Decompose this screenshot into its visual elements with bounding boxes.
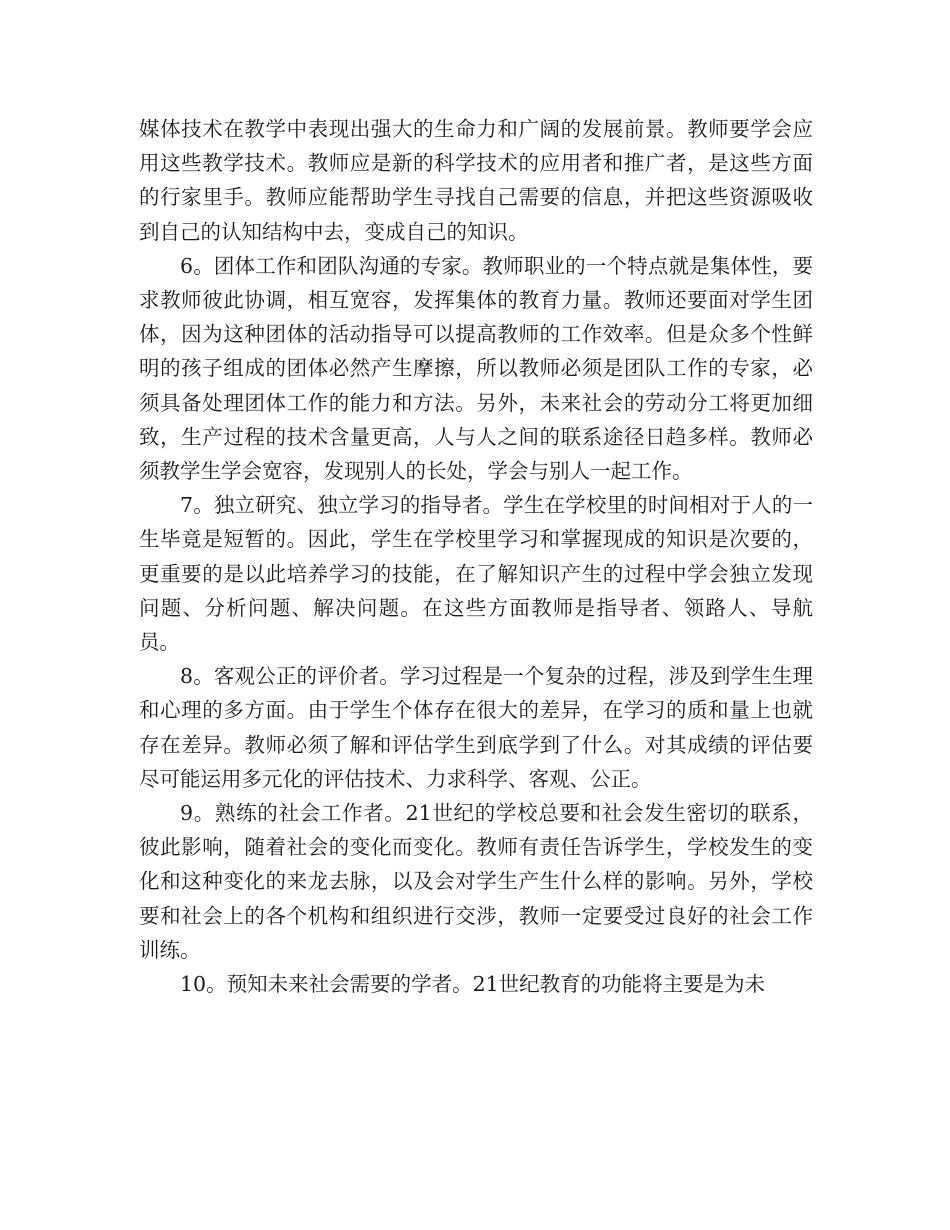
paragraph-continuation: 媒体技术在教学中表现出强大的生命力和广阔的发展前景。教师要学会应用这些教学技术。教师应是新的科学技术的应用者和推广者，是这些方面的行家里手。教师应能帮助学生寻找自己需要的信息，并把这些资源吸收到自己的认知结构中去，变成自己的知识。 xyxy=(139,117,813,244)
paragraph-item-9: 9。熟练的社会工作者。21世纪的学校总要和社会发生密切的联系，彼此影响，随着社会的变化而变化。教师有责任告诉学生，学校发生的变化和这种变化的来龙去脉，以及会对学生产生什么样的影响。另外，学校要和社会上的各个机构和组织进行交涉，教师一定要受过良好的社会工作训练。 xyxy=(139,801,813,962)
paragraph-item-6: 6。团体工作和团队沟通的专家。教师职业的一个特点就是集体性，要求教师彼此协调，相互宽容，发挥集体的教育力量。教师还要面对学生团体，因为这种团体的活动指导可以提高教师的工作效率。但是众多个性鲜明的孩子组成的团体必然产生摩擦，所以教师必须是团队工作的专家，必须具备处理团体工作的能力和方法。另外，未来社会的劳动分工将更加细致，生产过程的技术含量更高，人与人之间的联系途径日趋多样。教师必须教学生学会宽容，发现别人的长处，学会与别人一起工作。 xyxy=(139,253,813,484)
document-page xyxy=(139,112,813,1001)
paragraph-item-7: 7。独立研究、独立学习的指导者。学生在学校里的时间相对于人的一生毕竟是短暂的。因此，学生在学校里学习和掌握现成的知识是次要的，更重要的是以此培养学习的技能，在了解知识产生的过程中学会独立发现问题、分析问题、解决问题。在这些方面教师是指导者、领路人、导航员。 xyxy=(139,493,813,655)
paragraph-item-10: 10。预知未来社会需要的学者。21世纪教育的功能将主要是为未 xyxy=(180,972,766,997)
paragraph-item-8: 8。客观公正的评价者。学习过程是一个复杂的过程，涉及到学生生理和心理的多方面。由于学生个体存在很大的差异，在学习的质和量上也就存在差异。教师必须了解和评估学生到底学到了什么。对其成绩的评估要尽可能运用多元化的评估技术、力求科学、客观、公正。 xyxy=(139,664,813,791)
